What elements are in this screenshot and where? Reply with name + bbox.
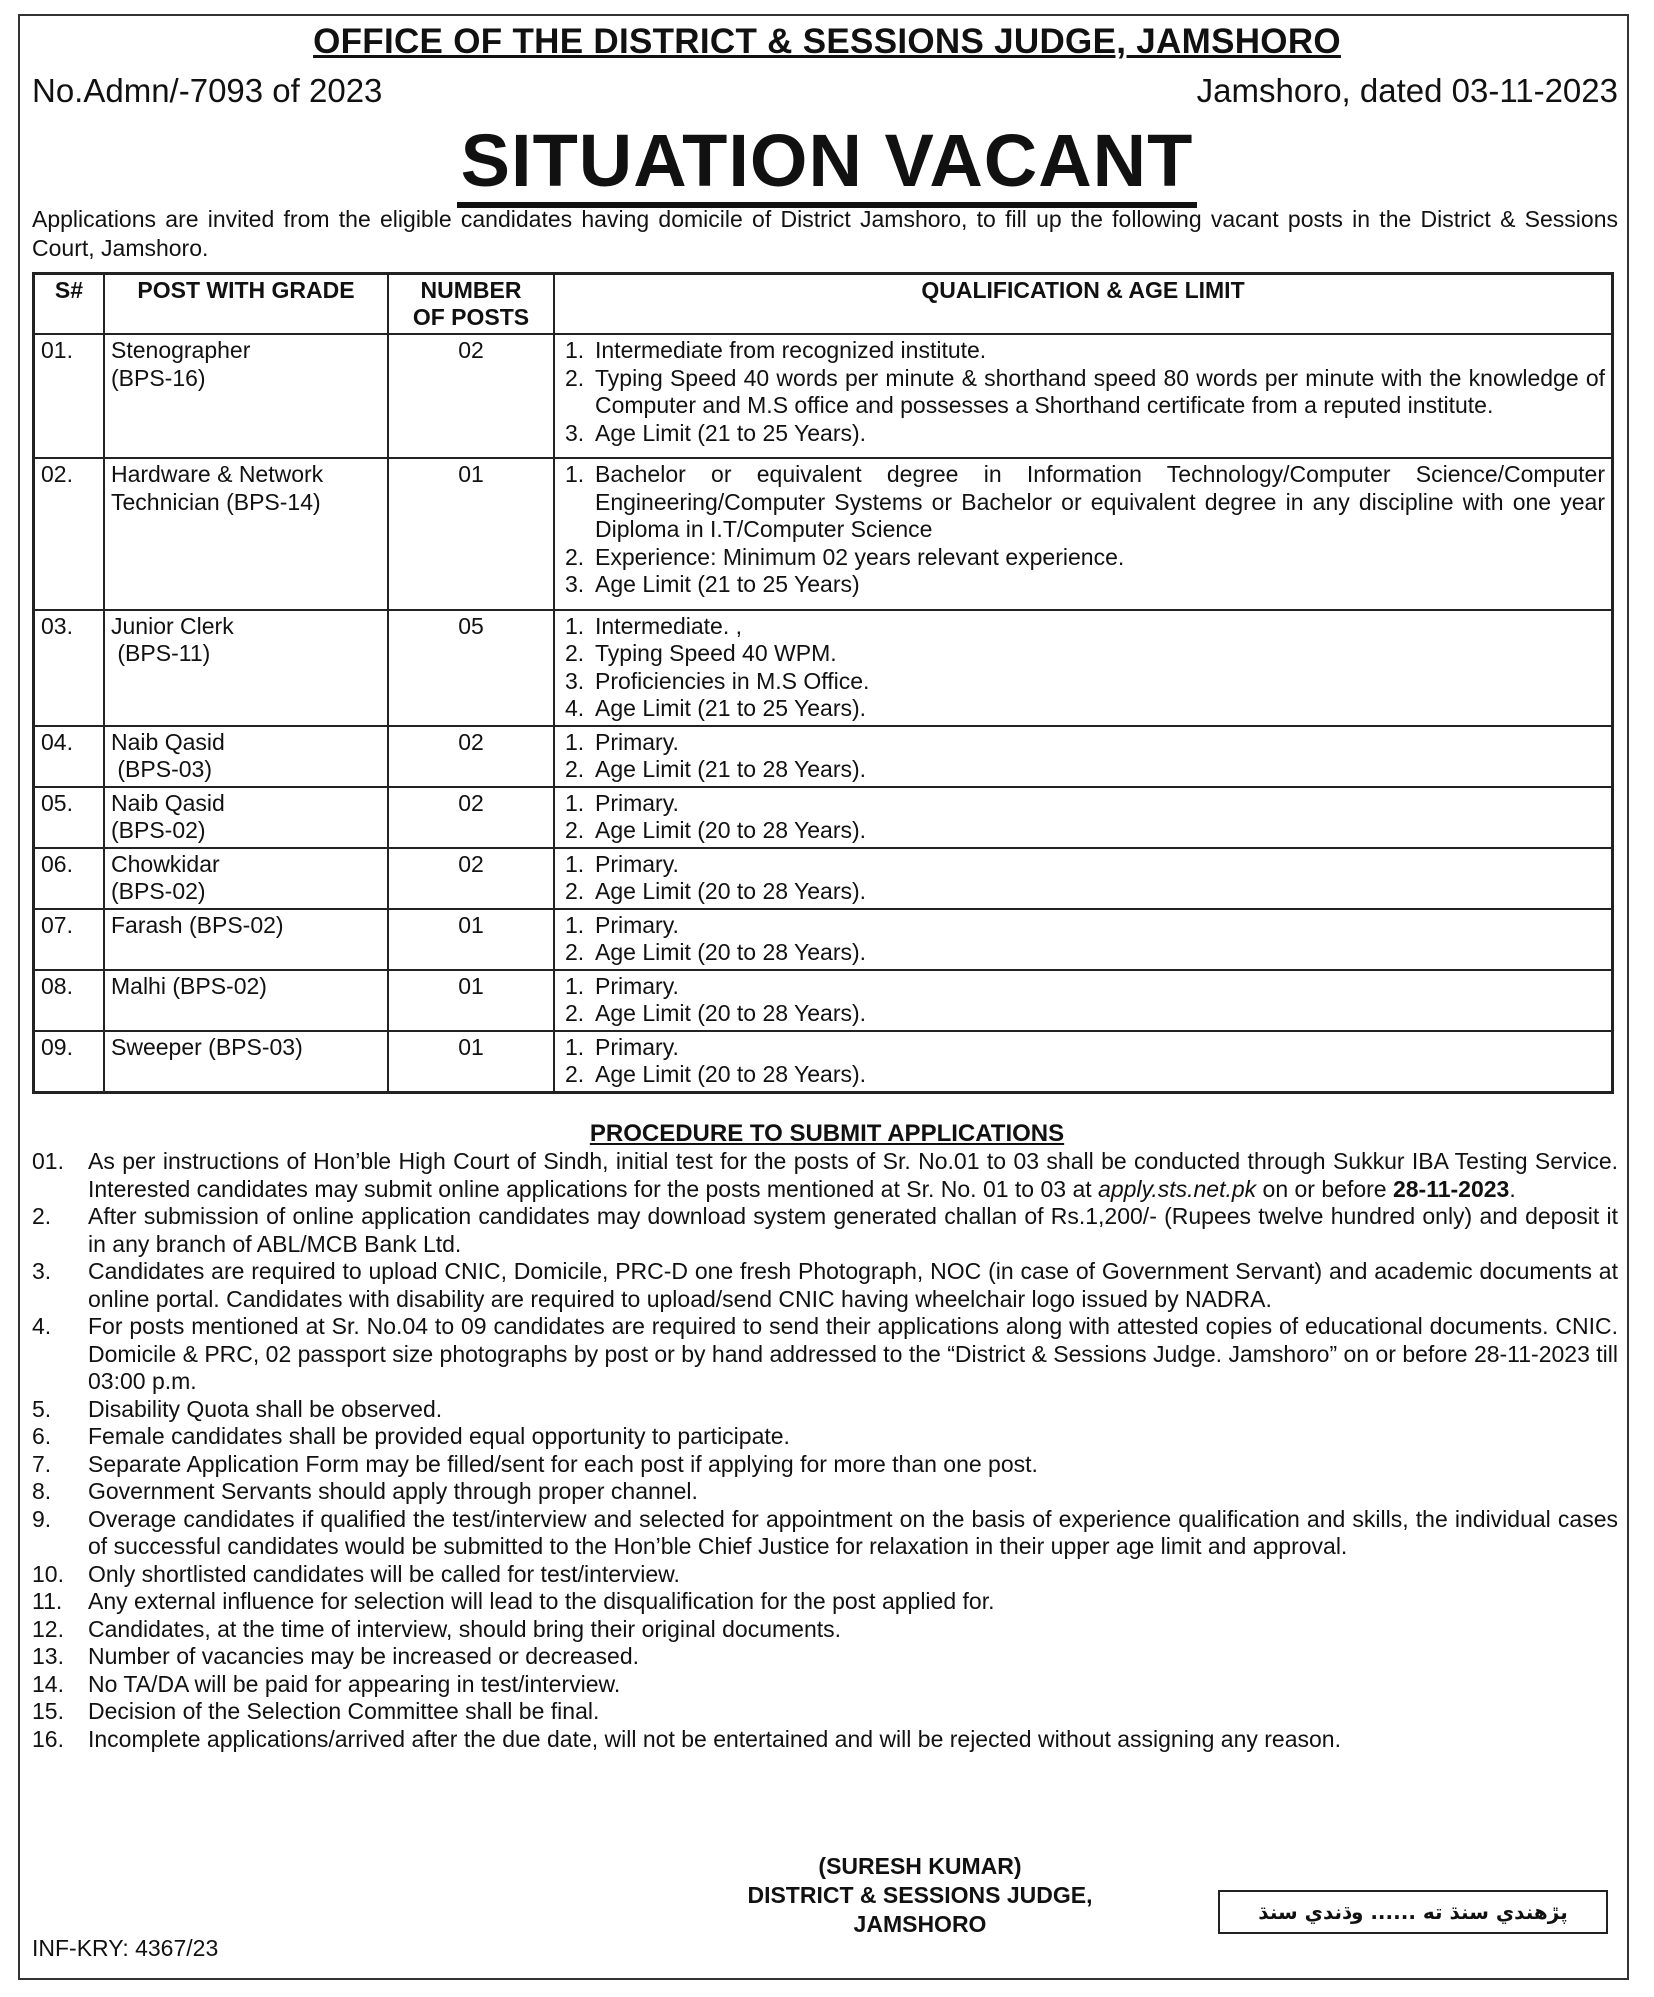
header-number-line1: NUMBER (420, 277, 522, 303)
qualification-text: Age Limit (20 to 28 Years). (595, 1061, 867, 1087)
qualification-text: Typing Speed 40 words per minute & shorthand speed 80 words per minute with the knowledge of Computer and M.S office and possesses a Shorthand certificate from a reputed institute. (595, 364, 1605, 418)
row-post (104, 458, 388, 610)
qualification-text: Intermediate. , (595, 612, 743, 639)
table-row (34, 787, 1613, 848)
procedure-item-text: Incomplete applications/arrived after the due date, will not be entertained and will be rejected without assigning any reason. (88, 1725, 1341, 1752)
intro-paragraph: Applications are invited from the eligible candidates having domicile of District Jamshoro, to fill up the following vacant posts in the District & Sessions Court, Jamshoro. (32, 206, 1618, 261)
procedure-item-text: Only shortlisted candidates will be called for test/interview. (88, 1560, 680, 1587)
procedure-item-number: 8. (32, 1478, 52, 1504)
procedure-item (32, 1478, 1618, 1506)
row-sn: 05. (34, 787, 105, 848)
row-post-line: Stenographer (111, 337, 251, 363)
row-post-line: (BPS-02) (111, 817, 206, 843)
table-row (34, 458, 1613, 610)
header-number-line2: OF POSTS (412, 304, 530, 330)
table-row (34, 970, 1613, 1031)
qualification-text: Age Limit (20 to 28 Years). (595, 1000, 867, 1026)
qualification-item (561, 1000, 1605, 1028)
procedure-item (32, 1671, 1618, 1699)
procedure-item (32, 1258, 1618, 1313)
reference-number: No.Admn/-7093 of 2023 (32, 72, 383, 109)
row-qualifications (554, 458, 1613, 610)
row-post (104, 970, 388, 1031)
row-post (104, 726, 388, 787)
qualification-number: 2. (565, 640, 585, 666)
qualification-text: Age Limit (20 to 28 Years). (595, 939, 867, 965)
signatory-name: (SURESH KUMAR) (818, 1853, 1022, 1879)
procedure-item-text: Separate Application Form may be filled/sent for each post if applying for more than one post. (88, 1450, 1038, 1477)
signatory-place: JAMSHORO (853, 1911, 987, 1937)
date-line: Jamshoro, dated 03-11-2023 (1196, 72, 1618, 109)
row-qualifications (554, 726, 1613, 787)
procedure-item (32, 1643, 1618, 1671)
procedure-item-number: 6. (32, 1423, 52, 1449)
row-number-of-posts: 02 (388, 726, 554, 787)
qualification-number: 2. (565, 756, 585, 782)
headline-text: SITUATION VACANT (457, 119, 1198, 208)
row-post-line: Malhi (BPS-02) (111, 972, 267, 999)
qualification-item (561, 1034, 1605, 1062)
row-number-of-posts: 01 (388, 458, 554, 610)
procedure-item (32, 1423, 1618, 1451)
procedure-item-text: Overage candidates if qualified the test/interview and selected for appointment on the basis of experience qualification and skills, the individual cases of successful candidates would be submitted to the Hon’ble Chief Justice for relaxation in their upper age limit and approval. (88, 1505, 1618, 1559)
procedure-item (32, 1506, 1618, 1561)
header-qualification: QUALIFICATION & AGE LIMIT (554, 274, 1613, 335)
procedure-item-number: 2. (32, 1203, 52, 1229)
procedure-item (32, 1203, 1618, 1258)
qualification-text: Age Limit (21 to 25 Years) (595, 571, 860, 597)
signatory-designation: DISTRICT & SESSIONS JUDGE, (747, 1882, 1093, 1908)
procedure-item (32, 1396, 1618, 1424)
qualification-text: Age Limit (20 to 28 Years). (595, 817, 867, 843)
qualification-item (561, 939, 1605, 967)
procedure-item-text: Female candidates shall be provided equal opportunity to participate. (88, 1423, 790, 1449)
row-post-line: Sweeper (BPS-03) (111, 1033, 303, 1060)
qualification-item (561, 337, 1605, 365)
qualification-item (561, 640, 1605, 668)
table-row (34, 726, 1613, 787)
procedure-item1-text-a: As per instructions of Hon’ble High Court of Sindh, initial test for the posts of Sr. No.01 to 03 shall be conducted through Sukkur IBA Testing Service. Interested candidates may submit online applications for the posts mentioned at Sr. No. 01 to 03 at (88, 1148, 1618, 1202)
table-body (34, 334, 1613, 1092)
qualification-number: 1. (565, 911, 585, 938)
qualification-item (561, 729, 1605, 757)
qualification-number: 2. (565, 543, 585, 570)
row-sn: 03. (34, 610, 105, 726)
procedure-item-number: 3. (32, 1258, 52, 1284)
procedure-item-text: Government Servants should apply through proper channel. (88, 1478, 698, 1504)
table-row (34, 848, 1613, 909)
qualification-item (561, 790, 1605, 818)
procedure-item-number: 14. (32, 1670, 64, 1697)
qualification-number: 4. (565, 695, 585, 721)
row-post (104, 610, 388, 726)
sindhi-slogan: پڙهندي سنڌ ته ...... وڌندي سنڌ (1258, 1900, 1568, 1924)
row-sn: 02. (34, 458, 105, 610)
procedure-item-text: Number of vacancies may be increased or decreased. (88, 1643, 640, 1669)
table-row (34, 334, 1613, 458)
row-qualifications (554, 334, 1613, 458)
procedure-item-number: 9. (32, 1505, 52, 1532)
procedure-item-number: 10. (32, 1560, 64, 1587)
procedure-item-number: 16. (32, 1725, 64, 1752)
row-sn: 06. (34, 848, 105, 909)
reference-line (32, 72, 1618, 110)
row-number-of-posts: 05 (388, 610, 554, 726)
table-row (34, 909, 1613, 970)
sts-portal-link[interactable]: apply.sts.net.pk (1098, 1175, 1257, 1202)
qualification-number: 1. (565, 612, 585, 639)
row-sn: 08. (34, 970, 105, 1031)
qualification-item (561, 365, 1605, 420)
qualification-text: Primary. (595, 728, 679, 755)
qualification-text: Primary. (595, 789, 679, 816)
row-post-line: Naib Qasid (111, 789, 225, 816)
qualification-text: Age Limit (21 to 25 Years). (595, 695, 867, 721)
qualification-item (561, 613, 1605, 641)
qualification-item (561, 461, 1605, 544)
row-qualifications (554, 909, 1613, 970)
row-post (104, 909, 388, 970)
row-post-line: (BPS-03) (111, 756, 212, 782)
row-number-of-posts: 01 (388, 1031, 554, 1093)
procedure-title: PROCEDURE TO SUBMIT APPLICATIONS (589, 1120, 1065, 1147)
row-sn: 04. (34, 726, 105, 787)
qualification-number: 2. (565, 939, 585, 965)
procedure-item-text: No TA/DA will be paid for appearing in test/interview. (88, 1670, 621, 1697)
qualification-text: Age Limit (20 to 28 Years). (595, 878, 867, 904)
procedure-item1-text-c: . (1509, 1175, 1516, 1202)
row-post (104, 787, 388, 848)
vacancy-table (32, 272, 1614, 1094)
qualification-number: 2. (565, 817, 585, 843)
qualification-number: 3. (565, 667, 585, 694)
signature-block (600, 1852, 1240, 1939)
row-post-line: (BPS-02) (111, 878, 206, 904)
row-qualifications (554, 1031, 1613, 1093)
sindhi-slogan-box (1218, 1890, 1608, 1934)
qualification-number: 2. (565, 1061, 585, 1087)
qualification-item (561, 851, 1605, 879)
procedure-item (32, 1726, 1618, 1754)
procedure-item-number: 15. (32, 1698, 64, 1724)
qualification-number: 3. (565, 571, 585, 597)
procedure-item-number: 13. (32, 1643, 64, 1669)
row-sn: 01. (34, 334, 105, 458)
procedure-item (32, 1616, 1618, 1644)
procedure-item-text: Candidates are required to upload CNIC, Domicile, PRC-D one fresh Photograph, NOC (in case of Government Servant) and academic documents at online portal. Candidates with disability are required to upload/send CNIC having wheelchair logo issued by NADRA. (88, 1258, 1618, 1312)
qualification-item (561, 571, 1605, 599)
headline (0, 118, 1654, 203)
header-sn: S# (34, 274, 105, 335)
qualification-number: 2. (565, 1000, 585, 1026)
row-qualifications (554, 787, 1613, 848)
qualification-number: 1. (565, 1033, 585, 1060)
procedure-item1-text-b: on or before (1256, 1175, 1393, 1202)
qualification-number: 1. (565, 850, 585, 877)
row-post-line: Hardware & Network (111, 461, 324, 487)
qualification-number: 3. (565, 419, 585, 446)
procedure-item (32, 1451, 1618, 1479)
qualification-number: 1. (565, 972, 585, 999)
row-post-line: Technician (BPS-14) (111, 488, 321, 515)
qualification-item (561, 878, 1605, 906)
deadline-date: 28-11-2023 (1392, 1175, 1510, 1202)
procedure-item (32, 1313, 1618, 1396)
row-qualifications (554, 970, 1613, 1031)
row-post (104, 1031, 388, 1093)
inf-number: INF-KRY: 4367/23 (32, 1935, 219, 1961)
procedure-list (32, 1148, 1618, 1753)
procedure-item-number: 01. (32, 1148, 64, 1174)
qualification-item (561, 973, 1605, 1001)
row-post (104, 334, 388, 458)
procedure-item (32, 1148, 1618, 1203)
row-qualifications (554, 848, 1613, 909)
qualification-number: 2. (565, 364, 585, 391)
qualification-number: 1. (565, 461, 585, 487)
qualification-text: Age Limit (21 to 25 Years). (595, 419, 867, 446)
qualification-text: Primary. (595, 972, 679, 999)
qualification-item (561, 756, 1605, 784)
qualification-number: 1. (565, 337, 585, 363)
qualification-text: Experience: Minimum 02 years relevant experience. (595, 543, 1125, 570)
row-sn: 07. (34, 909, 105, 970)
qualification-text: Intermediate from recognized institute. (595, 337, 987, 363)
table-header-row (34, 274, 1613, 335)
procedure-item-text (88, 1148, 1618, 1203)
qualification-item (561, 420, 1605, 448)
procedure-item (32, 1698, 1618, 1726)
row-number-of-posts: 02 (388, 787, 554, 848)
row-post-line: (BPS-11) (111, 640, 211, 666)
qualification-item (561, 544, 1605, 572)
row-number-of-posts: 02 (388, 848, 554, 909)
qualification-item (561, 1061, 1605, 1089)
row-number-of-posts: 01 (388, 909, 554, 970)
qualification-text: Typing Speed 40 WPM. (595, 640, 837, 666)
row-post-line: Farash (BPS-02) (111, 911, 284, 938)
qualification-item (561, 912, 1605, 940)
table-row (34, 1031, 1613, 1093)
procedure-item-text: Any external influence for selection will lead to the disqualification for the post applied for. (88, 1588, 995, 1614)
row-sn: 09. (34, 1031, 105, 1093)
qualification-text: Primary. (595, 850, 679, 877)
row-number-of-posts: 02 (388, 334, 554, 458)
qualification-number: 1. (565, 789, 585, 816)
procedure-item-text: For posts mentioned at Sr. No.04 to 09 candidates are required to send their applications along with attested copies of educational documents. CNIC. Domicile & PRC, 02 passport size photographs by post or by hand addressed to the “District & Sessions Judge. Jamshoro” on or before 28-11-2023 till 03:00 p.m. (88, 1313, 1618, 1394)
procedure-item-number: 4. (32, 1313, 52, 1339)
qualification-text: Bachelor or equivalent degree in Information Technology/Computer Science/Computer Engineering/Computer Systems or Bachelor or equivalent degree in any discipline with one year Diploma in I.T/Computer Science (595, 461, 1605, 542)
procedure-item (32, 1588, 1618, 1616)
qualification-number: 1. (565, 728, 585, 755)
procedure-item-number: 7. (32, 1450, 52, 1477)
row-post-line: (BPS-16) (111, 364, 206, 391)
row-post-line: Chowkidar (111, 850, 220, 877)
row-post (104, 848, 388, 909)
qualification-number: 2. (565, 878, 585, 904)
row-number-of-posts: 01 (388, 970, 554, 1031)
header-number (388, 274, 554, 335)
procedure-item (32, 1561, 1618, 1589)
procedure-item-number: 11. (32, 1588, 63, 1614)
procedure-item-text: Candidates, at the time of interview, should bring their original documents. (88, 1615, 842, 1642)
qualification-text: Primary. (595, 911, 679, 938)
procedure-item-number: 12. (32, 1615, 64, 1642)
office-title: OFFICE OF THE DISTRICT & SESSIONS JUDGE, JAMSHORO (313, 22, 1341, 61)
qualification-text: Proficiencies in M.S Office. (595, 667, 870, 694)
procedure-item-text: After submission of online application candidates may download system generated challan of Rs.1,200/- (Rupees twelve hundred only) and deposit it in any branch of ABL/MCB Bank Ltd. (88, 1203, 1618, 1257)
procedure-item-text: Disability Quota shall be observed. (88, 1395, 443, 1422)
row-post-line: Naib Qasid (111, 728, 225, 755)
qualification-text: Primary. (595, 1033, 679, 1060)
table-row (34, 610, 1613, 726)
procedure-item-text: Decision of the Selection Committee shall be final. (88, 1698, 600, 1724)
qualification-item (561, 695, 1605, 723)
row-qualifications (554, 610, 1613, 726)
procedure-item-number: 5. (32, 1395, 52, 1422)
header-post: POST WITH GRADE (104, 274, 388, 335)
row-post-line: Junior Clerk (111, 612, 234, 639)
qualification-item (561, 668, 1605, 696)
qualification-text: Age Limit (21 to 28 Years). (595, 756, 867, 782)
qualification-item (561, 817, 1605, 845)
